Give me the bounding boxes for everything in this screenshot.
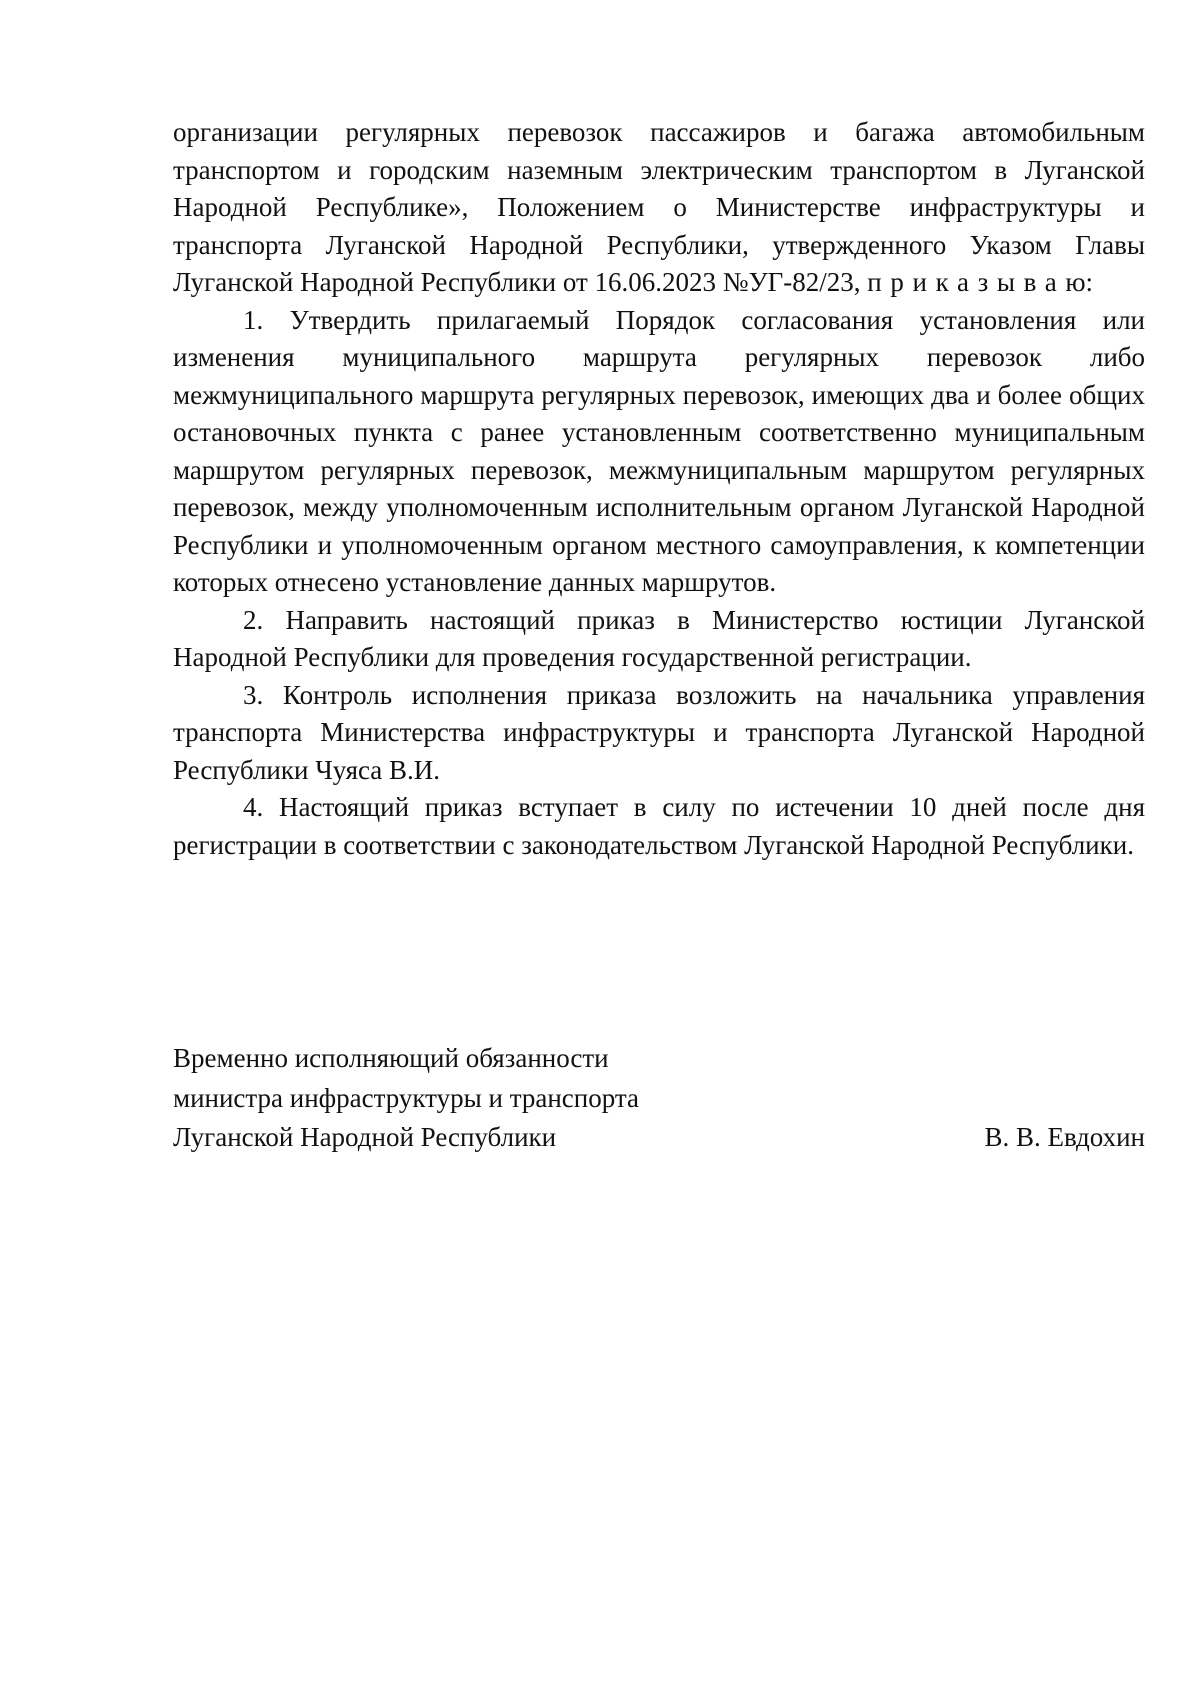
intro-text: организации регулярных перевозок пассажиров и багажа автомобильным транспортом и городским наземным электрическим транспортом в Луганской Народной Республике», Положением о Министерстве инфраструктуры и транспорта Луганской Народной Республики, утвержденного Указом Главы Луганской Народной Республики от 16.06.2023 №УГ-82/23, [173, 117, 1145, 297]
item-4-paragraph: 4. Настоящий приказ вступает в силу по истечении 10 дней после дня регистрации в соответствии с законодательством Луганской Народной Республики. [173, 792, 1145, 860]
order-word-end: ю: [1065, 267, 1094, 297]
signature-position-line-2: министра инфраструктуры и транспорта [173, 1082, 639, 1113]
signature-position-line-1: Временно исполняющий обязанности [173, 1043, 609, 1073]
document-body [173, 114, 1145, 864]
item-1-paragraph: 1. Утвердить прилагаемый Порядок согласования установления или изменения муниципального маршрута регулярных перевозок либо межмуниципального маршрута регулярных перевозок, имеющих два и более общих остановочных пункта с ранее установленным соответственно муниципальным маршрутом регулярных перевозок, межмуниципальным маршрутом регулярных перевозок, между уполномоченным исполнительным органом Луганской Народной Республики и уполномоченным органом местного самоуправления, к компетенции которых отнесено установление данных маршрутов. [173, 304, 1145, 597]
signature-position-line-3: Луганской Народной Республики [173, 1122, 557, 1152]
intro-paragraph [173, 114, 1145, 302]
item-2-paragraph: 2. Направить настоящий приказ в Министерство юстиции Луганской Народной Республики для проведения государственной регистрации. [173, 604, 1145, 672]
item-3-paragraph: 3. Контроль исполнения приказа возложить на начальника управления транспорта Министерства инфраструктуры и транспорта Луганской Народной Республики Чуяса В.И. [173, 679, 1145, 785]
signatory-name: В. В. Евдохин [984, 1122, 1145, 1152]
order-word: приказыва [867, 267, 1066, 297]
signature-block [173, 1039, 1145, 1158]
signature-row [173, 1118, 1145, 1158]
